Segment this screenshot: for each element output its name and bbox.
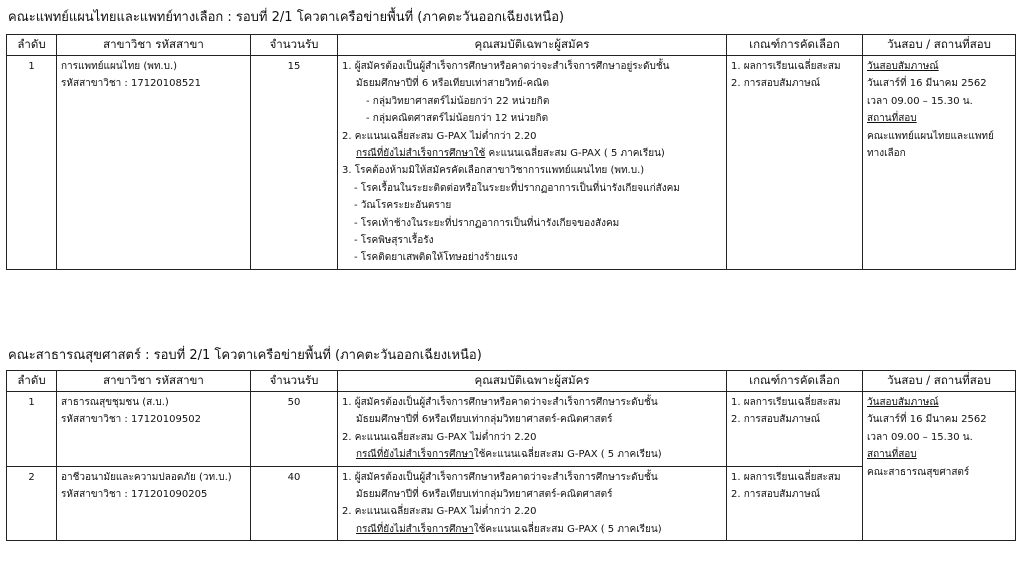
table-header-row <box>7 371 1016 392</box>
table-header-row <box>7 35 1016 56</box>
note-underlined: กรณีที่ยังไม่สำเร็จการศึกษา <box>356 523 474 535</box>
header-no: ลำดับ <box>7 371 57 392</box>
qualification-2-note <box>342 145 722 162</box>
venue-line: ทางเลือก <box>867 148 906 160</box>
program-code: รหัสสาขาวิชา : 17120109502 <box>61 414 201 426</box>
qualification-1-cont: มัธยมศึกษาปีที่ 6หรือเทียบเท่ากลุ่มวิทยาศาสตร์-คณิตศาสตร์ <box>356 489 613 501</box>
criteria-item: 2. การสอบสัมภาษณ์ <box>731 414 820 426</box>
row-no: 2 <box>7 466 57 541</box>
quota-value: 40 <box>251 466 338 541</box>
criteria-cell <box>727 466 863 541</box>
note-underlined: กรณีที่ยังไม่สำเร็จการศึกษาใช้ <box>356 148 486 160</box>
header-exam: วันสอบ / สถานที่สอบ <box>863 371 1016 392</box>
header-no: ลำดับ <box>7 35 57 56</box>
exam-label: วันสอบสัมภาษณ์ <box>867 61 939 72</box>
exam-time: เวลา 09.00 – 15.30 น. <box>867 95 973 107</box>
header-criteria: เกณฑ์การคัดเลือก <box>727 371 863 392</box>
math-credits: - กลุ่มคณิตศาสตร์ไม่น้อยกว่า 12 หน่วยกิต <box>366 113 549 125</box>
criteria-item: 2. การสอบสัมภาษณ์ <box>731 489 820 501</box>
program-name: สาธารณสุขชุมชน (ส.บ.) <box>61 397 169 408</box>
note-rest: ใช้คะแนนเฉลี่ยสะสม G-PAX ( 5 ภาคเรียน) <box>473 449 662 461</box>
row-no: 1 <box>7 56 57 270</box>
section-1-title: คณะแพทย์แผนไทยและแพทย์ทางเลือก : รอบที่ 2/1 โควตาเครือข่ายพื้นที่ (ภาคตะวันออกเฉียงเหนือ) <box>8 10 565 25</box>
qualification-2: 2. คะแนนเฉลี่ยสะสม G-PAX ไม่ต่ำกว่า 2.20 <box>342 130 537 142</box>
disease-item: - โรคติดยาเสพติดให้โทษอย่างร้ายแรง <box>354 252 518 264</box>
qualification-2: 2. คะแนนเฉลี่ยสะสม G-PAX ไม่ต่ำกว่า 2.20 <box>342 431 537 443</box>
disease-item: - วัณโรคระยะอันตราย <box>354 200 452 212</box>
criteria-item: 2. การสอบสัมภาษณ์ <box>731 78 820 90</box>
note-rest: คะแนนเฉลี่ยสะสม G-PAX ( 5 ภาคเรียน) <box>485 148 665 160</box>
disease-item: - โรคพิษสุราเรื้อรัง <box>354 235 434 247</box>
qualification-2: 2. คะแนนเฉลี่ยสะสม G-PAX ไม่ต่ำกว่า 2.20 <box>342 506 537 518</box>
program-cell <box>57 392 251 467</box>
program-name: การแพทย์แผนไทย (พท.บ.) <box>61 61 178 72</box>
header-program: สาขาวิชา รหัสสาขา <box>57 35 251 56</box>
criteria-cell <box>727 392 863 467</box>
table-row <box>7 392 1016 467</box>
exam-label: วันสอบสัมภาษณ์ <box>867 397 939 408</box>
header-quota: จำนวนรับ <box>251 35 338 56</box>
disease-item: - โรคเท้าช้างในระยะที่ปรากฏอาการเป็นที่น่ารังเกียจของสังคม <box>354 217 620 229</box>
admission-table-public-health <box>6 370 1016 541</box>
quota-value: 50 <box>251 392 338 467</box>
qualifications-cell <box>338 56 727 270</box>
venue-line: คณะสาธารณสุขศาสตร์ <box>867 466 970 478</box>
row-no: 1 <box>7 392 57 467</box>
exam-cell <box>863 56 1016 270</box>
program-cell <box>57 466 251 541</box>
qualification-1: 1. ผู้สมัครต้องเป็นผู้สำเร็จการศึกษาหรือคาดว่าจะสำเร็จการศึกษาอยู่ระดับชั้น <box>342 61 670 72</box>
exam-time: เวลา 09.00 – 15.30 น. <box>867 431 973 443</box>
qualification-3: 3. โรคต้องห้ามมิให้สมัครคัดเลือกสาขาวิชาการแพทย์แผนไทย (พท.บ.) <box>342 165 645 177</box>
header-quota: จำนวนรับ <box>251 371 338 392</box>
header-qualifications: คุณสมบัติเฉพาะผู้สมัคร <box>338 35 727 56</box>
qualification-2-note <box>342 446 722 463</box>
section-2-title: คณะสาธารณสุขศาสตร์ : รอบที่ 2/1 โควตาเครือข่ายพื้นที่ (ภาคตะวันออกเฉียงเหนือ) <box>8 348 482 363</box>
qualification-2-note <box>342 521 722 538</box>
program-code: รหัสสาขาวิชา : 17120108521 <box>61 78 201 90</box>
header-exam: วันสอบ / สถานที่สอบ <box>863 35 1016 56</box>
venue-label: สถานที่สอบ <box>867 449 917 461</box>
header-qualifications: คุณสมบัติเฉพาะผู้สมัคร <box>338 371 727 392</box>
exam-date: วันเสาร์ที่ 16 มีนาคม 2562 <box>867 414 987 426</box>
criteria-cell <box>727 56 863 270</box>
qualifications-cell <box>338 392 727 467</box>
exam-date: วันเสาร์ที่ 16 มีนาคม 2562 <box>867 78 987 90</box>
qualification-1-cont: มัธยมศึกษาปีที่ 6 หรือเทียบเท่าสายวิทย์-คณิต <box>356 78 549 90</box>
qualification-1-cont: มัธยมศึกษาปีที่ 6หรือเทียบเท่ากลุ่มวิทยาศาสตร์-คณิตศาสตร์ <box>356 414 613 426</box>
note-underlined: กรณีที่ยังไม่สำเร็จการศึกษา <box>356 449 474 461</box>
quota-value: 15 <box>251 56 338 270</box>
qualifications-cell <box>338 466 727 541</box>
science-credits: - กลุ่มวิทยาศาสตร์ไม่น้อยกว่า 22 หน่วยกิต <box>366 95 550 107</box>
qualification-1: 1. ผู้สมัครต้องเป็นผู้สำเร็จการศึกษาหรือคาดว่าจะสำเร็จการศึกษาระดับชั้น <box>342 471 658 483</box>
header-criteria: เกณฑ์การคัดเลือก <box>727 35 863 56</box>
exam-cell <box>863 392 1016 541</box>
criteria-item: 1. ผลการเรียนเฉลี่ยสะสม <box>731 471 841 483</box>
venue-label: สถานที่สอบ <box>867 113 917 125</box>
program-name: อาชีวอนามัยและความปลอดภัย (วท.บ.) <box>61 471 232 483</box>
program-code: รหัสสาขาวิชา : 171201090205 <box>61 489 208 501</box>
header-program: สาขาวิชา รหัสสาขา <box>57 371 251 392</box>
criteria-item: 1. ผลการเรียนเฉลี่ยสะสม <box>731 61 841 72</box>
table-row <box>7 56 1016 270</box>
disease-item: - โรคเรื้อนในระยะติดต่อหรือในระยะที่ปรากฏอาการเป็นที่น่ารังเกียจแก่สังคม <box>354 182 680 194</box>
criteria-item: 1. ผลการเรียนเฉลี่ยสะสม <box>731 397 841 408</box>
venue-line: คณะแพทย์แผนไทยและแพทย์ <box>867 130 994 142</box>
note-rest: ใช้คะแนนเฉลี่ยสะสม G-PAX ( 5 ภาคเรียน) <box>473 523 662 535</box>
admission-table-thai-medicine <box>6 34 1016 270</box>
qualification-1: 1. ผู้สมัครต้องเป็นผู้สำเร็จการศึกษาหรือคาดว่าจะสำเร็จการศึกษาระดับชั้น <box>342 397 658 408</box>
program-cell <box>57 56 251 270</box>
